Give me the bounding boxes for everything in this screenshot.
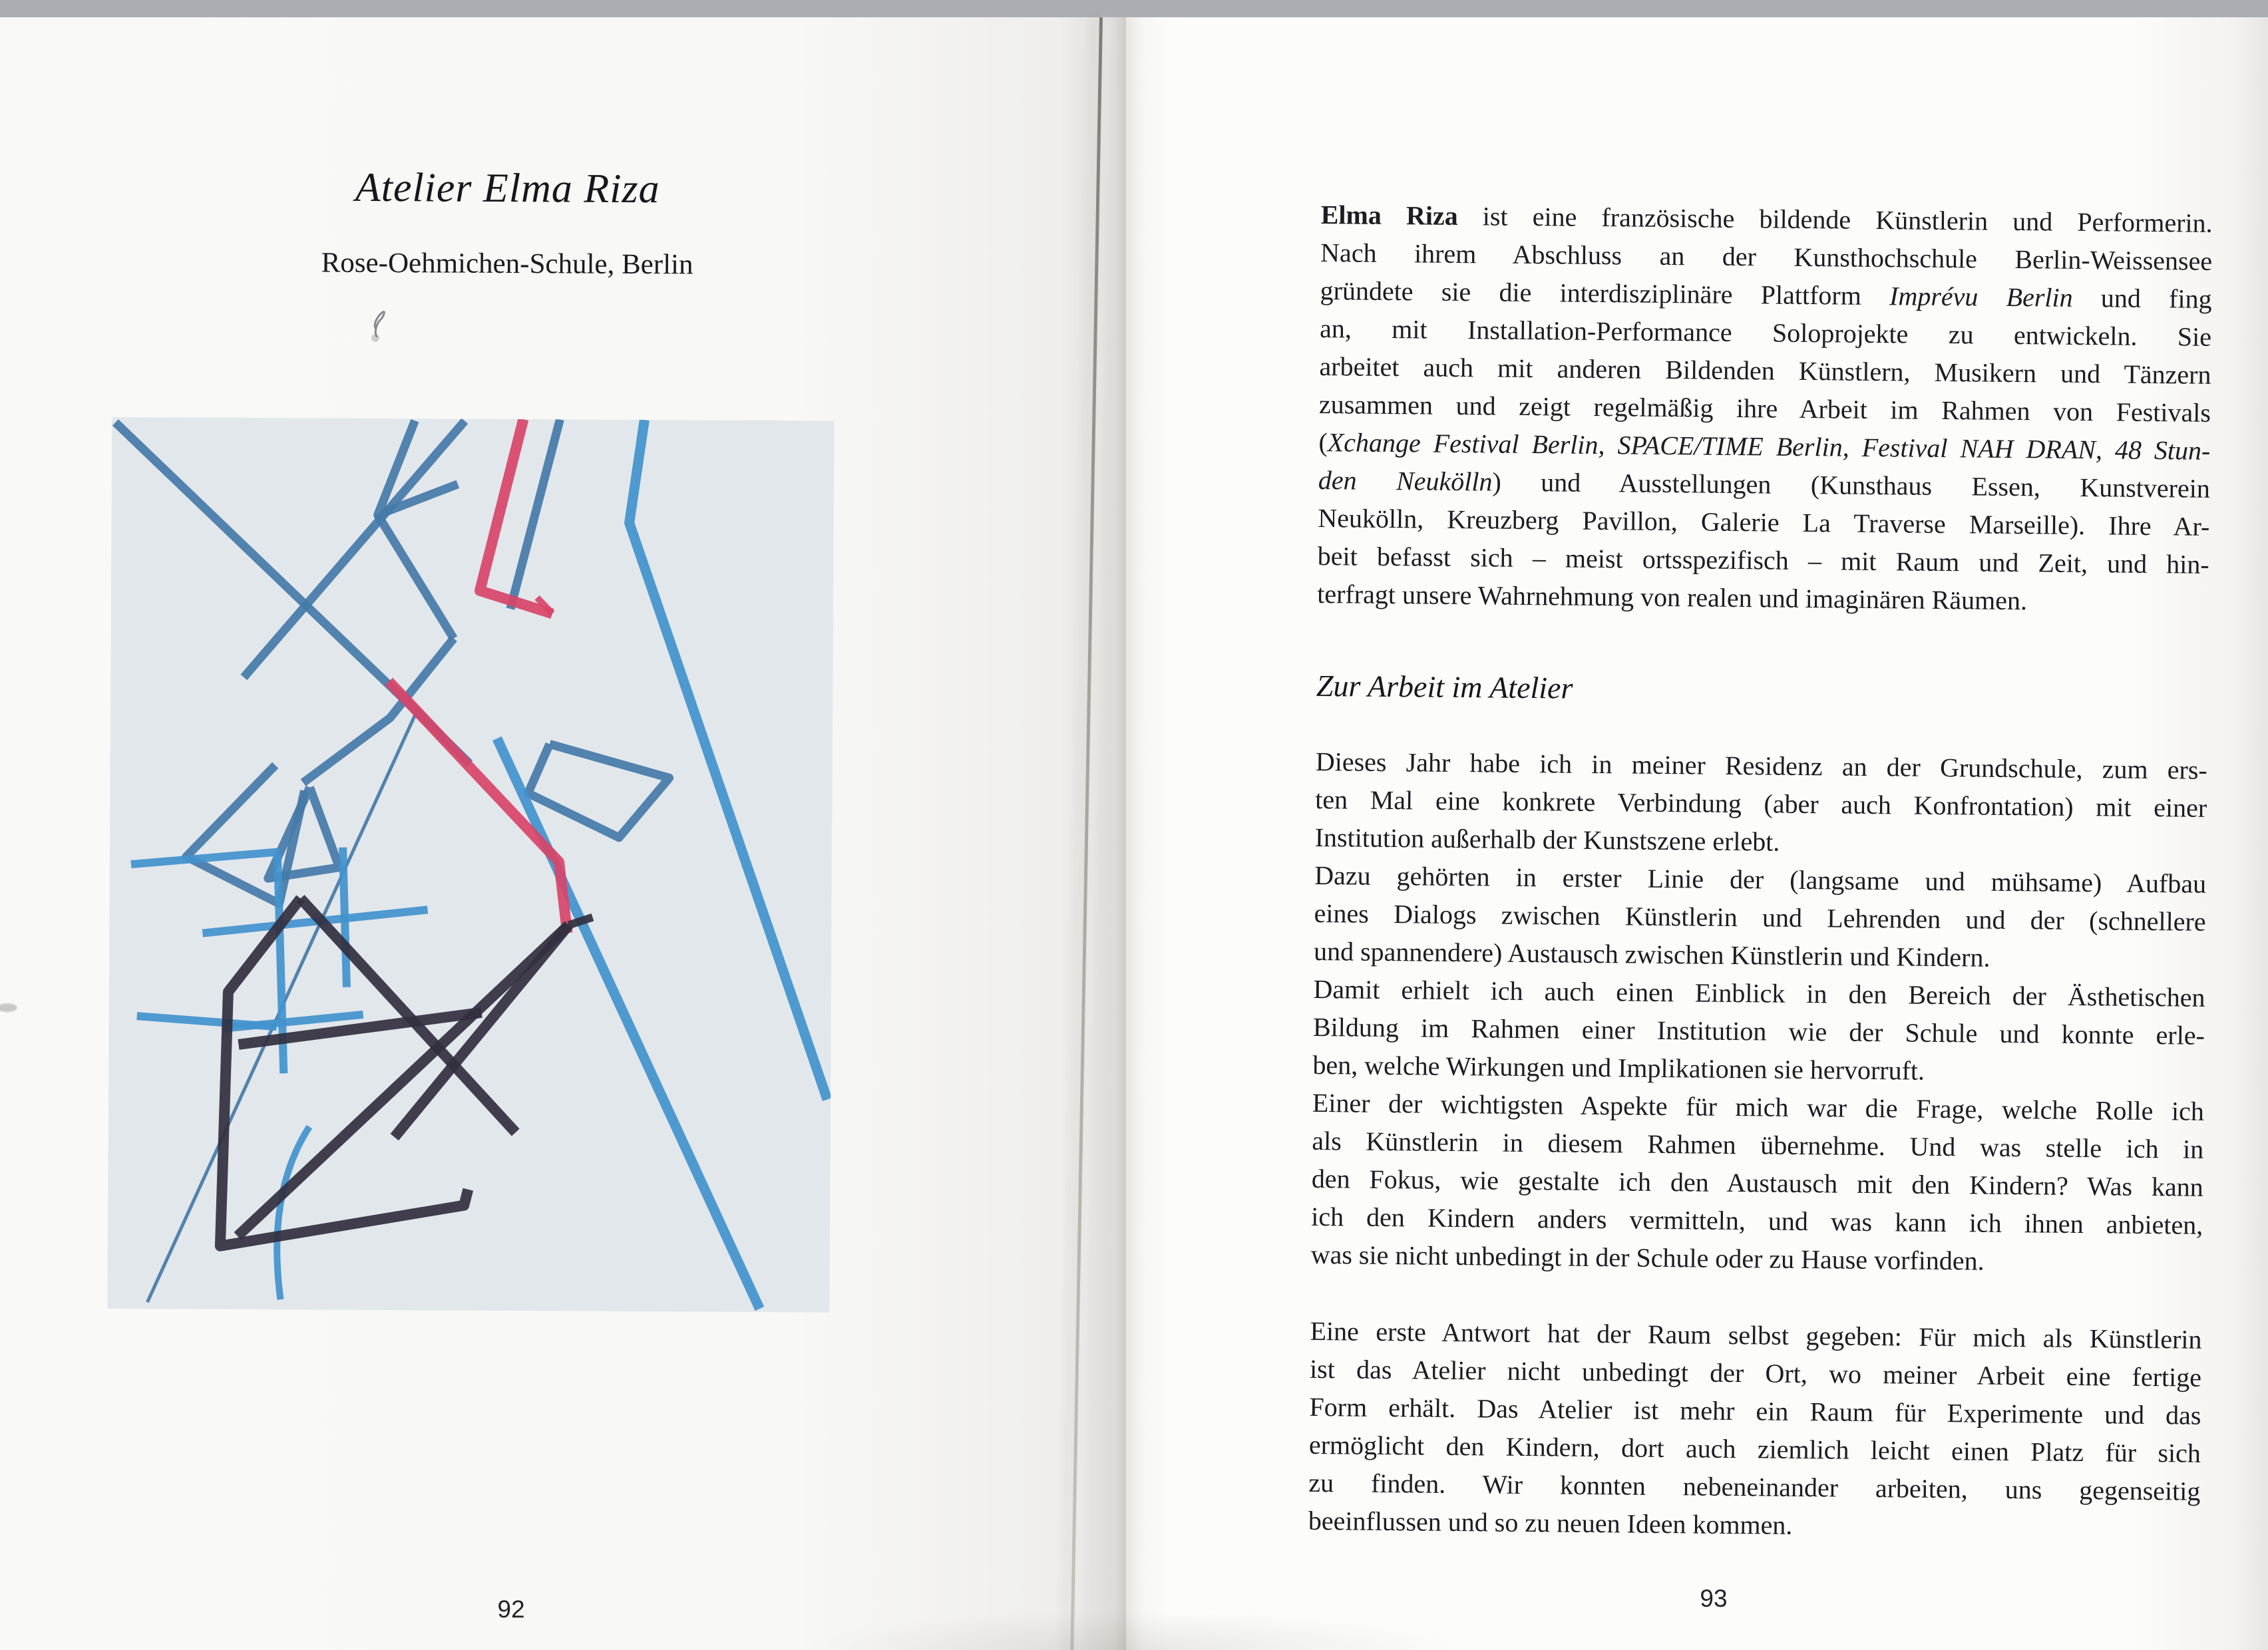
page-number-left: 92 xyxy=(497,1595,525,1623)
page-title: Atelier Elma Riza xyxy=(355,164,660,212)
text-line: Form erhält. Das Atelier ist mehr ein Raum für Experimente und das xyxy=(1309,1391,2201,1430)
text-line: Institution außerhalb der Kunstszene erlebt. xyxy=(1314,822,1780,857)
section-heading: Zur Arbeit im Atelier xyxy=(1316,668,1573,705)
text-line: Nach ihrem Abschluss an der Kunsthochschule Berlin-Weissensee xyxy=(1320,237,2213,276)
text-line: beit befasst sich – meist ortsspezifisch – mit Raum und Zeit, und hin- xyxy=(1317,540,2209,579)
text-line: zusammen und zeigt regelmäßig ihre Arbeit im Rahmen von Festivals xyxy=(1318,389,2211,428)
text-line: terfragt unsere Wahrnehmung von realen und imaginären Räumen. xyxy=(1317,578,2028,616)
abstract-line-drawing xyxy=(107,417,834,1313)
text-line: Damit erhielt ich auch einen Einblick in den Bereich der Ästhetischen xyxy=(1313,973,2205,1013)
left-page-content xyxy=(0,15,1127,1650)
text-line: ich den Kindern anders vermitteln, und was kann ich ihnen anbieten, xyxy=(1311,1201,2203,1240)
body-paragraph-1 xyxy=(1310,742,2207,1282)
text-line: was sie nicht unbedingt in der Schule oder zu Hause vorfinden. xyxy=(1310,1239,1984,1276)
left-page xyxy=(0,17,1126,1650)
text-line: Bildung im Rahmen einer Institution wie der Schule und konnte erle- xyxy=(1312,1011,2205,1051)
intro-paragraph xyxy=(1317,196,2213,621)
text-line: ermöglicht den Kindern, dort auch ziemlich leicht einen Platz für sich xyxy=(1308,1429,2201,1468)
text-line: arbeitet auch mit anderen Bildenden Künstlern, Musikern und Tänzern xyxy=(1319,351,2211,390)
text-line: gründete sie die interdisziplinäre Plattform Imprévu Berlin und fing xyxy=(1320,275,2212,314)
text-line: an, mit Installation-Performance Soloprojekte zu entwickeln. Sie xyxy=(1319,313,2212,352)
text-line: als Künstlerin in diesem Rahmen übernehme. Und was stelle ich in xyxy=(1312,1125,2204,1164)
text-line: Eine erste Antwort hat der Raum selbst gegeben: Für mich als Künstlerin xyxy=(1310,1315,2202,1355)
text-line: Neukölln, Kreuzberg Pavillon, Galerie La Traverse Marseille). Ihre Ar- xyxy=(1318,502,2210,542)
body-paragraph-2 xyxy=(1308,1312,2202,1548)
text-line: den Fokus, wie gestalte ich den Austausch mit den Kindern? Was kann xyxy=(1311,1163,2203,1202)
text-line: Dazu gehörten in erster Linie der (langsame und mühsame) Aufbau xyxy=(1314,860,2207,899)
text-line: ben, welche Wirkungen und Implikationen sie hervorruft. xyxy=(1312,1049,1925,1086)
page-subtitle: Rose-Oehmichen-Schule, Berlin xyxy=(321,247,693,281)
text-line: ist das Atelier nicht unbedingt der Ort, wo meiner Arbeit eine fertige xyxy=(1309,1353,2202,1393)
text-line: den Neukölln) und Ausstellungen (Kunsthaus Essen, Kunstverein xyxy=(1318,464,2211,504)
gutter-bottom-shadow xyxy=(799,1610,1464,1650)
text-line: eines Dialogs zwischen Künstlerin und Lehrenden und der (schnellere xyxy=(1314,898,2206,937)
page-number-right: 93 xyxy=(1700,1585,1728,1612)
right-page-content xyxy=(1308,196,2213,1548)
text-line: Einer der wichtigsten Aspekte für mich war die Frage, welche Rolle ich xyxy=(1312,1087,2205,1126)
text-line: zu finden. Wir konnten nebeneinander arbeiten, uns gegenseitig xyxy=(1308,1467,2201,1506)
text-line: und spannendere) Austausch zwischen Künstlerin und Kindern. xyxy=(1313,935,1990,973)
smudge-mark xyxy=(0,1003,17,1012)
text-line: Dieses Jahr habe ich in meiner Residenz an der Grundschule, zum ers- xyxy=(1315,746,2207,785)
artwork-canvas xyxy=(107,417,834,1313)
text-line: Elma Riza ist eine französische bildende Künstlerin und Performerin. xyxy=(1320,199,2213,238)
text-line: (Xchange Festival Berlin, SPACE/TIME Berlin, Festival NAH DRAN, 48 Stun- xyxy=(1318,426,2211,466)
pen-squiggle-mark xyxy=(367,307,393,347)
text-line: ten Mal eine konkrete Verbindung (aber auch Konfrontation) mit einer xyxy=(1315,784,2207,823)
text-line: beeinflussen und so zu neuen Ideen kommen. xyxy=(1308,1505,1793,1540)
